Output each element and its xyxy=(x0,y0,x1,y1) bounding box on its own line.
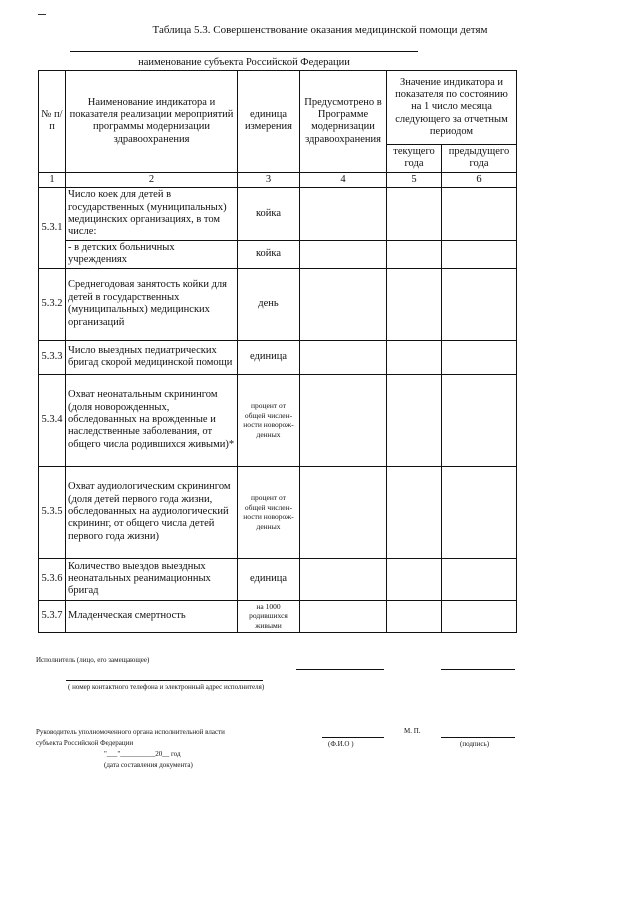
previous-year-cell[interactable] xyxy=(442,188,517,241)
previous-year-cell[interactable] xyxy=(442,600,517,632)
current-year-cell[interactable] xyxy=(387,240,442,268)
row-unit: процент от общей числен-ности новорож-денных xyxy=(238,466,300,558)
col-number: 3 xyxy=(238,172,300,187)
contact-line[interactable] xyxy=(66,680,263,681)
row-unit: на 1000 родившихся живыми xyxy=(238,600,300,632)
executor-label: Исполнитель (лицо, его замещающее) xyxy=(36,656,150,664)
row-unit: койка xyxy=(238,240,300,268)
row-unit: единица xyxy=(238,558,300,600)
header-planned: Предусмотрено в Программе модернизации здравоохранения xyxy=(300,71,387,173)
header-num: № п/п xyxy=(39,71,66,173)
row-num: 5.3.7 xyxy=(39,600,66,632)
table-row xyxy=(39,268,517,340)
row-name: Количество выездов выездных неонатальных реанимационных бригад xyxy=(66,558,238,600)
signature-caption: (подпись) xyxy=(460,740,490,748)
previous-year-cell[interactable] xyxy=(442,374,517,466)
head-label-line1: Руководитель уполномоченного органа исполнительной власти xyxy=(36,728,225,736)
previous-year-cell[interactable] xyxy=(442,466,517,558)
header-current-year: текущего года xyxy=(387,145,442,173)
col-number: 1 xyxy=(39,172,66,187)
row-num: 5.3.4 xyxy=(39,374,66,466)
row-num: 5.3.6 xyxy=(39,558,66,600)
col-number: 2 xyxy=(66,172,238,187)
previous-year-cell[interactable] xyxy=(442,240,517,268)
row-unit: процент от общей числен-ности новорож-денных xyxy=(238,374,300,466)
current-year-cell[interactable] xyxy=(387,188,442,241)
row-unit: единица xyxy=(238,340,300,374)
row-unit: день xyxy=(238,268,300,340)
page-title: Таблица 5.3. Совершенствование оказания медицинской помощи детям xyxy=(152,24,488,36)
row-name: Число выездных педиатрических бригад скорой медицинской помощи xyxy=(66,340,238,374)
row-name: Среднегодовая занятость койки для детей в государственных (муниципальных) медицинских организаций xyxy=(66,268,238,340)
stamp-label: М. П. xyxy=(404,727,421,735)
fio-line[interactable] xyxy=(322,737,384,738)
planned-cell[interactable] xyxy=(300,240,387,268)
col-number: 5 xyxy=(387,172,442,187)
table-row xyxy=(39,188,517,241)
current-year-cell[interactable] xyxy=(387,268,442,340)
header-previous-year: предыдущего года xyxy=(442,145,517,173)
document-date[interactable]: "___"__________20__ год xyxy=(104,750,181,758)
previous-year-cell[interactable] xyxy=(442,558,517,600)
header-indicator-name: Наименование индикатора и показателя реализации мероприятий программы модернизации здравоохранения xyxy=(66,71,238,173)
current-year-cell[interactable] xyxy=(387,340,442,374)
corner-mark xyxy=(38,14,46,15)
indicator-table xyxy=(38,70,517,633)
fio-caption: (Ф.И.О ) xyxy=(328,740,354,748)
contact-caption: ( номер контактного телефона и электронный адрес исполнителя) xyxy=(68,683,265,691)
planned-cell[interactable] xyxy=(300,600,387,632)
executor-line-1[interactable] xyxy=(296,669,384,670)
signature-line[interactable] xyxy=(441,737,515,738)
col-number: 4 xyxy=(300,172,387,187)
current-year-cell[interactable] xyxy=(387,466,442,558)
subject-caption: наименование субъекта Российской Федерации xyxy=(138,57,350,68)
planned-cell[interactable] xyxy=(300,268,387,340)
row-num: 5.3.3 xyxy=(39,340,66,374)
current-year-cell[interactable] xyxy=(387,374,442,466)
table-row xyxy=(39,374,517,466)
table-row xyxy=(39,240,517,268)
current-year-cell[interactable] xyxy=(387,558,442,600)
current-year-cell[interactable] xyxy=(387,600,442,632)
planned-cell[interactable] xyxy=(300,340,387,374)
row-name: Число коек для детей в государственных (муниципальных) медицинских организациях, в том числе: xyxy=(66,188,238,241)
row-name: Охват аудиологическим скринингом (доля детей первого года жизни, обследованных на аудиологический скрининг, от общего числа детей первого года жизни) xyxy=(66,466,238,558)
table-row xyxy=(39,558,517,600)
planned-cell[interactable] xyxy=(300,374,387,466)
table-row xyxy=(39,466,517,558)
row-name: Младенческая смертность xyxy=(66,600,238,632)
row-name: Охват неонатальным скринингом (доля новорожденных, обследованных на врожденные и наследственные заболевания, от общего числа родившихся живыми)* xyxy=(66,374,238,466)
subject-name-line[interactable] xyxy=(70,51,418,52)
row-num: 5.3.1 xyxy=(39,188,66,269)
head-label-line2: субъекта Российской Федерации xyxy=(36,739,134,747)
previous-year-cell[interactable] xyxy=(442,268,517,340)
executor-line-2[interactable] xyxy=(441,669,515,670)
row-num: 5.3.5 xyxy=(39,466,66,558)
table-row xyxy=(39,340,517,374)
header-value-group: Значение индикатора и показателя по состоянию на 1 число месяца следующего за отчетным периодом xyxy=(387,71,517,145)
date-caption: (дата составления документа) xyxy=(104,761,193,769)
table-row xyxy=(39,600,517,632)
col-number: 6 xyxy=(442,172,517,187)
row-num: 5.3.2 xyxy=(39,268,66,340)
row-name: - в детских больничных учреждениях xyxy=(66,240,238,268)
previous-year-cell[interactable] xyxy=(442,340,517,374)
planned-cell[interactable] xyxy=(300,558,387,600)
header-unit: единица измерения xyxy=(238,71,300,173)
planned-cell[interactable] xyxy=(300,466,387,558)
planned-cell[interactable] xyxy=(300,188,387,241)
row-unit: койка xyxy=(238,188,300,241)
